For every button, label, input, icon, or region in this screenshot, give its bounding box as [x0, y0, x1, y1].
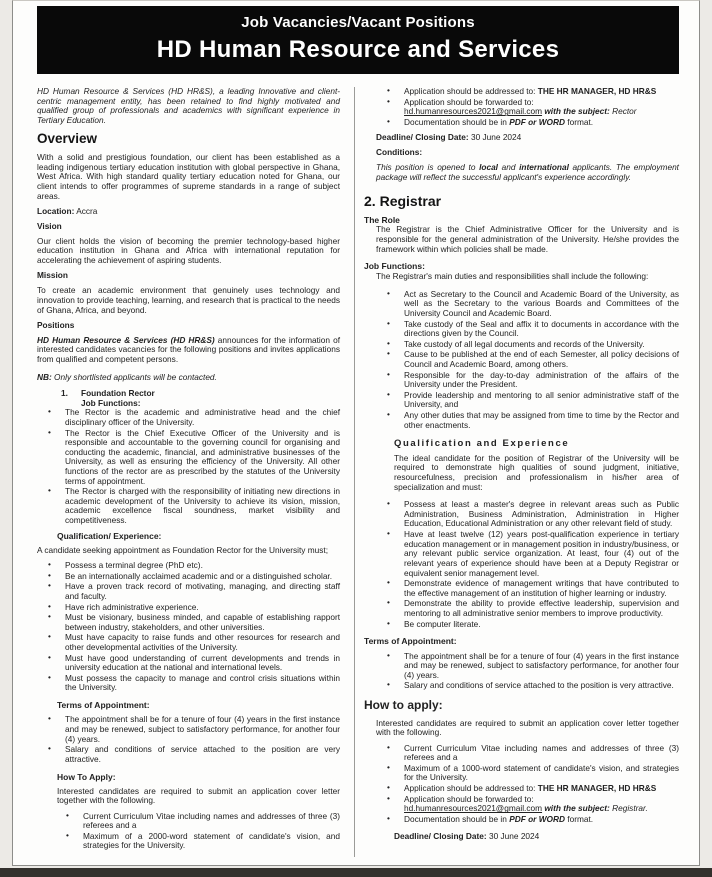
deadline-line	[376, 133, 679, 143]
email-link-2[interactable]: hd.humanresources2021@gmail.com	[404, 803, 543, 814]
email-link[interactable]: hd.humanresources2021@gmail.com	[404, 106, 543, 117]
vision-body: Our client holds the vision of becoming the premier technology-based higher education institution in Ghana and Africa with international reputation for accelerating the achievement of aspiring students.	[37, 235, 341, 266]
registrar-qualification-list	[376, 500, 679, 629]
list-item: • Have rich administrative experience.	[37, 603, 340, 613]
page-bottom-edge	[0, 868, 712, 877]
position-1-number: 1.	[61, 388, 68, 399]
overview-body: With a solid and prestigious foundation, our client has been established as a leading indigenous tertiary education institution with global perspective in Ghana, West Africa. With high standard quality tertiary education noted for Ghana, our client intends to offer programmes of supreme standards in a range of subject areas.	[37, 152, 341, 201]
deadline-label-2: Deadline/ Closing Date:	[394, 831, 487, 842]
position-2-heading: 2. Registrar	[364, 193, 442, 210]
header-subtitle: Job Vacancies/Vacant Positions	[241, 14, 475, 31]
how-to-apply-heading-2: How to apply:	[364, 697, 443, 712]
list-item: • Take custody of all legal documents and records of the University.	[376, 340, 679, 350]
list-item: • Must have capacity to raise funds and other resources for research and other developmental activities of the University.	[37, 633, 340, 652]
terms-list	[37, 715, 340, 764]
terms-heading: Terms of Appointment:	[57, 700, 150, 711]
list-item: • Must possess the capacity to manage and control crisis situations within the University.	[37, 674, 340, 693]
left-column	[37, 87, 354, 857]
list-item: • The Rector is charged with the responsibility of initiating new directions in academic development of the University to achieve its vision, mission, academic excellence fiscal soundness, market visibility and competitiveness.	[37, 487, 340, 525]
list-item: • Salary and conditions of service attached to the position are very attractive.	[37, 745, 340, 764]
deadline-label: Deadline/ Closing Date:	[376, 131, 469, 142]
how-to-apply-list	[37, 812, 340, 851]
nb-label: NB:	[37, 371, 52, 382]
overview-heading: Overview	[37, 131, 98, 147]
list-item: • Current Curriculum Vitae including names and addresses of three (3) referees and a	[37, 812, 340, 831]
qualification-experience-block	[394, 438, 679, 492]
page-title: HD Human Resource and Services	[156, 36, 560, 63]
list-item: • Possess at least a master's degree in relevant areas such as Public Administration, Business Administration, Administration in Higher Education, Educational Administration or any other relevant field of study.	[376, 500, 679, 529]
list-item: • Must be visionary, business minded, and capable of establishing rapport between industry, stakeholders, and other universities.	[37, 613, 340, 632]
deadline-value-2: 30 June 2024	[486, 831, 540, 842]
list-item: • Have a proven track record of motivating, managing, and directing staff and faculty.	[37, 582, 340, 601]
qualification-heading: Qualification/ Experience:	[57, 530, 162, 541]
job-functions-list	[37, 408, 340, 525]
role-body: The Registrar is the Chief Administrative Officer for the University and is responsible for the general administration of the University. He/she provides the framework within which policies shall be made.	[376, 224, 679, 254]
position-1-heading	[61, 389, 340, 408]
list-item: • Maximum of a 2000-word statement of candidate's vision, and strategies for the University.	[37, 832, 340, 851]
list-item: • Documentation should be in PDF or WORD format.	[376, 815, 679, 825]
qualification-list	[37, 561, 340, 693]
vision-heading: Vision	[37, 220, 62, 231]
positions-body: HD Human Resource & Services (HD HR&S) announces for the information of interested candidates vacancies for the following positions and invites applications from qualified and competent persons.	[37, 334, 341, 364]
list-item: • Maximum of a 1000-word statement of candidate's vision, and strategies for the University.	[376, 764, 679, 783]
company-name: HD Human Resource & Services (HD HR&S)	[37, 334, 215, 345]
list-item: • The appointment shall be for a tenure of four (4) years in the first instance and may be renewed, subject to satisfactory performance, for another four (4) years.	[37, 715, 340, 744]
mission-body: To create an academic environment that genuinely uses technology and innovation to provide teaching, learning, and research that is practical to the needs of Ghana, Africa, and beyond.	[37, 285, 341, 315]
list-item: • Current Curriculum Vitae including names and addresses of three (3) referees and a	[376, 744, 679, 763]
qualification-intro: A candidate seeking appointment as Foundation Rector for the University must;	[37, 545, 329, 556]
document-header	[37, 6, 679, 74]
list-item: • Salary and conditions of service attached to the position is very attractive.	[376, 681, 679, 691]
location-value: Accra	[74, 205, 98, 216]
list-item: • Take custody of the Seal and affix it to documents in accordance with the directions given by the Council.	[376, 320, 679, 339]
two-column-body	[37, 87, 679, 857]
conditions-heading: Conditions:	[376, 147, 423, 158]
positions-heading: Positions	[37, 319, 75, 330]
list-item: • Act as Secretary to the Council and Academic Board of the University, as well as the Secretary to the various Boards and Committees of the University Council and Academic Board.	[376, 290, 679, 319]
list-item: • Application should be forwarded to: hd.humanresources2021@gmail.com with the subject: Registrar.	[376, 795, 679, 814]
terms-heading-2: Terms of Appointment:	[364, 636, 457, 647]
mission-heading: Mission	[37, 270, 68, 281]
conditions-body: This position is opened to local and international applicants. The employment package will reflect the successful applicant's experience accordingly.	[376, 162, 679, 182]
qualification-experience-intro: The ideal candidate for the position of Registrar of the University will be required to demonstrate high qualities of sound judgment, initiative, resourcefulness, precision and professionalism in his/her area of specialization and must:	[394, 452, 679, 492]
qualification-experience-heading: Qualification and Experience	[394, 438, 570, 450]
job-functions-heading-2: Job Functions:	[364, 261, 425, 272]
list-item: • Provide leadership and mentoring to all senior administrative staff of the University, and	[376, 391, 679, 410]
job-functions-heading: Job Functions:	[81, 397, 141, 408]
list-item: • The appointment shall be for a tenure of four (4) years in the first instance and may be renewed, subject to satisfactory performance, for another four (4) years.	[376, 652, 679, 681]
list-item: • Documentation should be in PDF or WORD format.	[376, 118, 679, 128]
list-item: • Demonstrate the ability to provide effective leadership, supervision and mentoring to all administrative senior members to improve productivity.	[376, 599, 679, 618]
application-instructions-list	[376, 87, 679, 127]
deadline-value: 30 June 2024	[468, 131, 522, 142]
list-item: • Be computer literate.	[376, 620, 679, 630]
list-item: • Be an internationally acclaimed academic and or a distinguished scholar.	[37, 572, 340, 582]
list-item: • Application should be addressed to: THE HR MANAGER, HD HR&S	[376, 784, 679, 794]
list-item: • Have at least twelve (12) years post-qualification experience in tertiary education management or in management position in industry/business, or any relevant public service organization. At least, four (4) out of the relevant years of experience should have been at a Deputy Registrar or equivalent senior management level.	[376, 530, 679, 578]
role-heading: The Role	[364, 214, 400, 225]
job-functions-intro: The Registrar's main duties and responsibilities shall include the following:	[376, 271, 649, 282]
nb-note: NB: Only shortlisted applicants will be contacted.	[37, 371, 217, 382]
list-item: • Any other duties that may be assigned from time to time by the Rector and other enactments.	[376, 411, 679, 430]
how-to-apply-heading: How To Apply:	[57, 771, 116, 782]
list-item: • The Rector is the Chief Executive Officer of the University and is responsible and accountable to the governing council for organising and conducting the academic, financial, and administrative businesses of the University, as well as ensuring the efficiency of the University. All other functions of the rector are as prescribed by the statutes of the University terms of appointment.	[37, 429, 340, 487]
list-item: • Possess a terminal degree (PhD etc).	[37, 561, 340, 571]
document-page	[12, 0, 700, 866]
list-item: • Cause to be published at the end of each Semester, all policy decisions of Council and Academic Board, among others.	[376, 350, 679, 369]
list-item: • Must have good understanding of current developments and trends in university education at the national and international levels.	[37, 654, 340, 673]
right-column	[354, 87, 679, 857]
deadline-line-2	[394, 832, 679, 842]
location-label: Location:	[37, 205, 75, 216]
how-to-apply-intro: Interested candidates are required to submit an application cover letter together with the following.	[57, 785, 341, 806]
list-item: • Application should be forwarded to: hd.humanresources2021@gmail.com with the subject: Rector	[376, 98, 679, 117]
intro-paragraph: HD Human Resource & Services (HD HR&S), a leading Innovative and client-centric management entity, has been retained to find highly motivated and qualified group of professionals and academics with significant experience in Tertiary Education.	[37, 86, 341, 125]
position-1-title: Foundation Rector	[81, 388, 155, 399]
list-item: • Responsible for the day-to-day administration of the affairs of the University under the President.	[376, 371, 679, 390]
registrar-duties-list	[376, 290, 679, 431]
registrar-apply-list	[376, 744, 679, 825]
registrar-terms-list	[376, 652, 679, 691]
how-to-apply-intro-2: Interested candidates are required to submit an application cover letter together with the following.	[376, 717, 679, 738]
list-item: • The Rector is the academic and administrative head and the chief disciplinary officer of the University.	[37, 408, 340, 427]
location-line	[37, 207, 340, 217]
list-item: • Application should be addressed to: THE HR MANAGER, HD HR&S	[376, 87, 679, 97]
list-item: • Demonstrate evidence of management writings that have contributed to the effective management of an institution of higher learning or industry.	[376, 579, 679, 598]
